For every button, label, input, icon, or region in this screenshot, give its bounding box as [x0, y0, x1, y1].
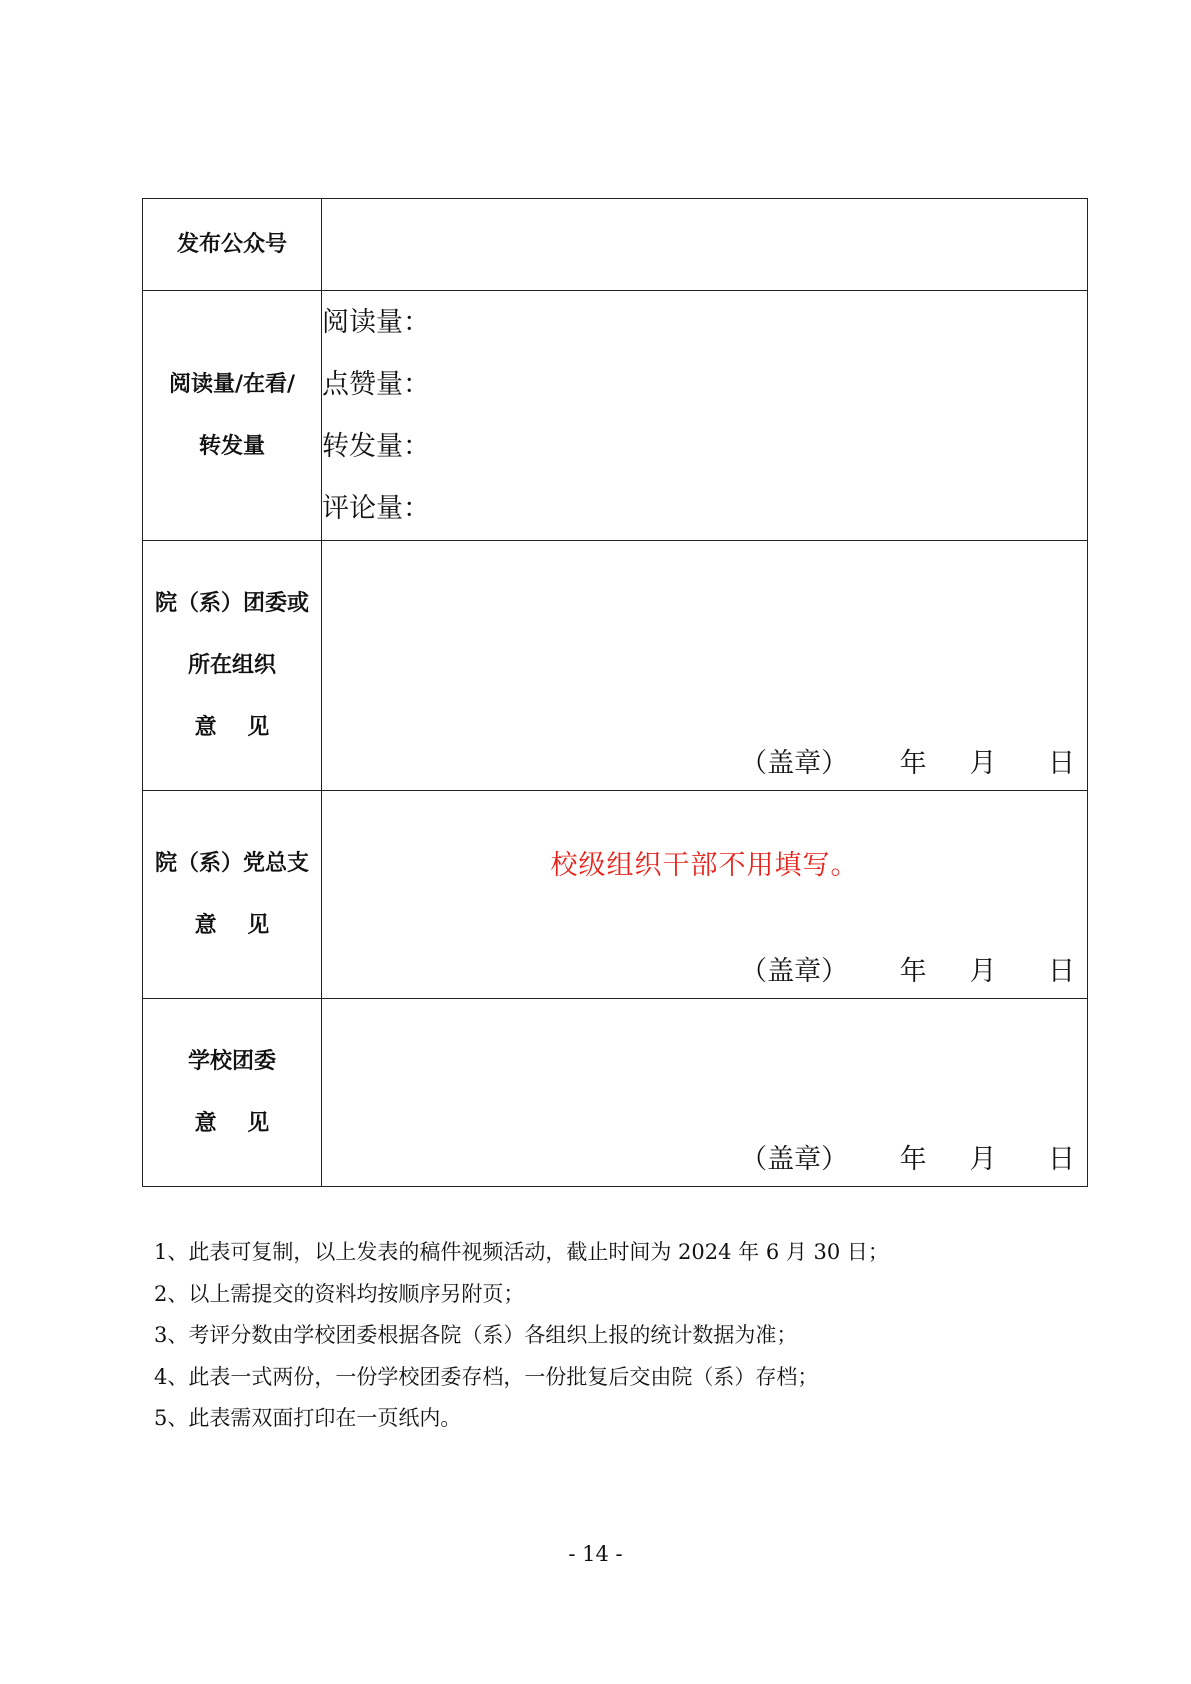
field-publish-account[interactable] — [322, 199, 1088, 291]
read-count-label: 阅读量： — [322, 306, 430, 338]
row-stats — [143, 291, 1088, 541]
red-instruction-note: 校级组织干部不用填写。 — [550, 850, 859, 881]
page-number: - 14 - — [568, 1542, 623, 1566]
label-party-branch — [143, 791, 322, 999]
field-department-league-opinion[interactable] — [322, 541, 1088, 791]
label-text: 院（系）团委或 — [154, 590, 309, 616]
field-school-league-opinion[interactable] — [322, 999, 1088, 1187]
stamp-date-line: （盖章） 年 月 日 — [740, 1144, 1075, 1175]
label-stats — [143, 291, 322, 541]
label-department-league — [143, 541, 322, 791]
row-department-league — [143, 541, 1088, 791]
label-publish-account — [143, 199, 322, 291]
row-school-league — [143, 999, 1088, 1187]
label-text: 转发量 — [198, 433, 265, 459]
label-text: 学校团委 — [187, 1048, 276, 1074]
stamp-date-line: （盖章） 年 月 日 — [740, 748, 1075, 779]
footnote-item: 5、此表需双面打印在一页纸内。 — [154, 1406, 462, 1430]
field-stats[interactable] — [322, 291, 1088, 541]
footnote-item: 2、以上需提交的资料均按顺序另附页； — [154, 1281, 525, 1306]
row-party-branch — [143, 791, 1088, 999]
label-text: 院（系）党总支 — [154, 850, 309, 876]
footnote-item: 3、考评分数由学校团委根据各院（系）各组织上报的统计数据为准； — [154, 1323, 798, 1347]
comment-count-label: 评论量： — [322, 492, 430, 524]
label-text: 阅读量/在看/ — [168, 371, 296, 397]
like-count-label: 点赞量： — [322, 368, 430, 400]
label-text: 所在组织 — [187, 652, 276, 678]
share-count-label: 转发量： — [322, 430, 430, 462]
label-text: 意 见 — [194, 912, 270, 938]
row-publish-account — [143, 199, 1088, 291]
footnote-item: 4、此表一式两份，一份学校团委存档，一份批复后交由院（系）存档； — [154, 1364, 819, 1389]
label-text: 意 见 — [194, 1110, 270, 1136]
footnotes — [154, 1232, 889, 1440]
application-form-table — [142, 198, 1088, 1187]
field-party-branch-opinion[interactable] — [322, 791, 1088, 999]
footnote-item: 1、此表可复制，以上发表的稿件视频活动，截止时间为 2024 年 6 月 30 日； — [154, 1240, 889, 1264]
label-text: 发布公众号 — [176, 231, 287, 257]
label-text: 意 见 — [194, 714, 270, 740]
label-school-league — [143, 999, 322, 1187]
stamp-date-line: （盖章） 年 月 日 — [740, 956, 1075, 987]
